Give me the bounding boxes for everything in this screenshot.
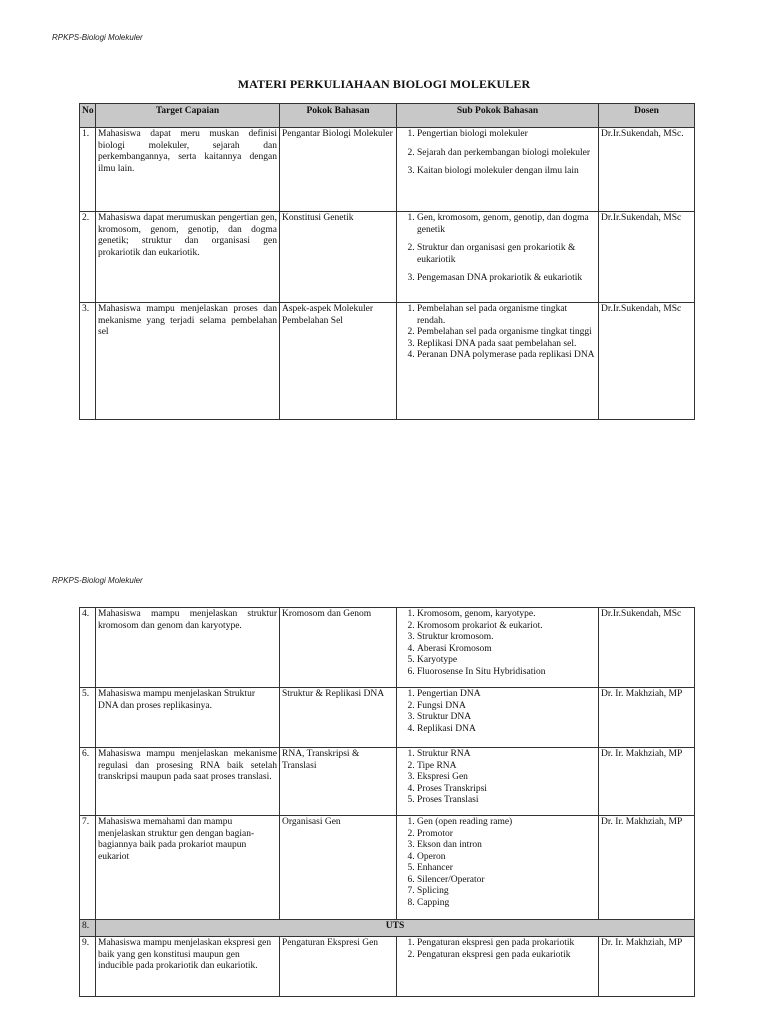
- table-row: [80, 816, 695, 920]
- pokok-bahasan: Organisasi Gen: [280, 816, 397, 920]
- sub-item: 1. Gen, kromosom, genom, genotip, dan dogma genetik: [417, 213, 596, 236]
- sub-item: 7. Splicing: [417, 886, 596, 898]
- sub-item: 4. Replikasi DNA: [417, 724, 596, 736]
- sub-item: 4. Operon: [417, 852, 596, 864]
- uts-label: UTS: [96, 920, 695, 937]
- materi-table-page1: [79, 103, 695, 420]
- column-header-dosen: Dosen: [599, 104, 695, 128]
- sub-item: 1. Kromosom, genom, karyotype.: [417, 609, 596, 621]
- row-number: 5.: [80, 688, 96, 748]
- dosen: Dr.Ir.Sukendah, MSc.: [599, 128, 695, 212]
- sub-item: 6. Fluorosense In Situ Hybridisation: [417, 667, 596, 679]
- sub-item: 3. Ekspresi Gen: [417, 772, 596, 784]
- sub-item: 1. Pengaturan ekspresi gen pada prokariotik: [417, 938, 596, 950]
- sub-pokok-bahasan: [397, 212, 599, 303]
- sub-item: 5. Enhancer: [417, 863, 596, 875]
- table-row: [80, 128, 695, 212]
- dosen: Dr. Ir. Makhziah, MP: [599, 937, 695, 997]
- target-capaian: Mahasiswa mampu menjelaskan struktur kromosom dan genom dan karyotype.: [96, 608, 280, 688]
- pokok-bahasan: Struktur & Replikasi DNA: [280, 688, 397, 748]
- target-capaian: Mahasiswa mampu menjelaskan proses dan mekanisme yang terjadi selama pembelahan sel: [96, 303, 280, 420]
- table-header-row: [80, 104, 695, 128]
- column-header-no: No: [80, 104, 96, 128]
- sub-item: 3. Pengemasan DNA prokariotik & eukariotik: [417, 273, 596, 285]
- sub-pokok-bahasan: [397, 748, 599, 816]
- row-number: 9.: [80, 937, 96, 997]
- sub-item: 4. Aberasi Kromosom: [417, 644, 596, 656]
- sub-item: 2. Kromosom prokariot & eukariot.: [417, 621, 596, 633]
- pokok-bahasan: Aspek-aspek Molekuler Pembelahan Sel: [280, 303, 397, 420]
- sub-item: 5. Karyotype: [417, 655, 596, 667]
- row-number: 1.: [80, 128, 96, 212]
- target-capaian: Mahasiswa mampu menjelaskan mekanisme regulasi dan prosesing RNA baik setelah transkripsi maupun pada saat proses translasi.: [96, 748, 280, 816]
- pokok-bahasan: RNA, Transkripsi & Translasi: [280, 748, 397, 816]
- pokok-bahasan: Pengantar Biologi Molekuler: [280, 128, 397, 212]
- page-header: RPKPS-Biologi Molekuler: [52, 576, 143, 585]
- sub-item: 4. Peranan DNA polymerase pada replikasi DNA: [417, 350, 596, 362]
- sub-item: 1. Struktur RNA: [417, 749, 596, 761]
- sub-item: 2. Fungsi DNA: [417, 701, 596, 713]
- column-header-target: Target Capaian: [96, 104, 280, 128]
- uts-row: [80, 920, 695, 937]
- row-number: 7.: [80, 816, 96, 920]
- row-number: 2.: [80, 212, 96, 303]
- document-title: MATERI PERKULIAHAAN BIOLOGI MOLEKULER: [237, 77, 531, 91]
- table-row: [80, 303, 695, 420]
- sub-item: 2. Pembelahan sel pada organisme tingkat tinggi: [417, 327, 596, 339]
- table-row: [80, 937, 695, 997]
- target-capaian: Mahasiswa mampu menjelaskan Struktur DNA dan proses replikasinya.: [96, 688, 280, 748]
- sub-pokok-bahasan: [397, 816, 599, 920]
- target-capaian: Mahasiswa dapat merumuskan pengertian gen, kromosom, genom, genotip, dan dogma genetik; struktur dan organisasi gen prokariotik dan eukariotik.: [96, 212, 280, 303]
- row-number: 3.: [80, 303, 96, 420]
- table-row: [80, 212, 695, 303]
- target-capaian: Mahasiswa mampu menjelaskan ekspresi gen baik yang gen konstitusi maupun gen inducible pada prokariotik dan eukariotik.: [96, 937, 280, 997]
- target-capaian: Mahasiswa dapat meru muskan definisi biologi molekuler, sejarah dan perkembangannya, serta kaitannya dengan ilmu lain.: [96, 128, 280, 212]
- sub-pokok-bahasan: [397, 128, 599, 212]
- sub-item: 4. Proses Transkripsi: [417, 784, 596, 796]
- dosen: Dr.Ir.Sukendah, MSc: [599, 608, 695, 688]
- sub-item: 2. Pengaturan ekspresi gen pada eukariotik: [417, 950, 596, 962]
- dosen: Dr. Ir. Makhziah, MP: [599, 816, 695, 920]
- materi-table-page2: [79, 607, 695, 997]
- sub-item: 2. Sejarah dan perkembangan biologi molekuler: [417, 148, 596, 160]
- table-row: [80, 608, 695, 688]
- sub-pokok-bahasan: [397, 608, 599, 688]
- sub-item: 3. Struktur DNA: [417, 712, 596, 724]
- dosen: Dr.Ir.Sukendah, MSc: [599, 303, 695, 420]
- sub-pokok-bahasan: [397, 937, 599, 997]
- sub-item: 6. Silencer/Operator: [417, 875, 596, 887]
- sub-pokok-bahasan: [397, 688, 599, 748]
- dosen: Dr.Ir.Sukendah, MSc: [599, 212, 695, 303]
- sub-item: 2. Tipe RNA: [417, 761, 596, 773]
- sub-item: 3. Ekson dan intron: [417, 840, 596, 852]
- table-row: [80, 748, 695, 816]
- sub-item: 2. Promotor: [417, 829, 596, 841]
- sub-item: 2. Struktur dan organisasi gen prokariotik & eukariotik: [417, 243, 596, 266]
- pokok-bahasan: Kromosom dan Genom: [280, 608, 397, 688]
- row-number: 4.: [80, 608, 96, 688]
- target-capaian: Mahasiswa memahami dan mampu menjelaskan struktur gen dengan bagian-bagiannya baik pada prokariot maupun eukariot: [96, 816, 280, 920]
- sub-item: 3. Replikasi DNA pada saat pembelahan sel.: [417, 339, 596, 351]
- pokok-bahasan: Pengaturan Ekspresi Gen: [280, 937, 397, 997]
- sub-item: 1. Gen (open reading rame): [417, 817, 596, 829]
- table-row: [80, 688, 695, 748]
- column-header-pokok: Pokok Bahasan: [280, 104, 397, 128]
- sub-pokok-bahasan: [397, 303, 599, 420]
- sub-item: 3. Kaitan biologi molekuler dengan ilmu lain: [417, 166, 596, 178]
- dosen: Dr. Ir. Makhziah, MP: [599, 688, 695, 748]
- sub-item: 1. Pembelahan sel pada organisme tingkat rendah.: [417, 304, 596, 327]
- sub-item: 8. Capping: [417, 898, 596, 910]
- row-number: 8.: [80, 920, 96, 937]
- sub-item: 3. Struktur kromosom.: [417, 632, 596, 644]
- column-header-sub: Sub Pokok Bahasan: [397, 104, 599, 128]
- sub-item: 5. Proses Translasi: [417, 795, 596, 807]
- page-header: RPKPS-Biologi Molekuler: [52, 33, 143, 42]
- sub-item: 1. Pengertian biologi molekuler: [417, 129, 596, 141]
- pokok-bahasan: Konstitusi Genetik: [280, 212, 397, 303]
- row-number: 6.: [80, 748, 96, 816]
- sub-item: 1. Pengertian DNA: [417, 689, 596, 701]
- dosen: Dr. Ir. Makhziah, MP: [599, 748, 695, 816]
